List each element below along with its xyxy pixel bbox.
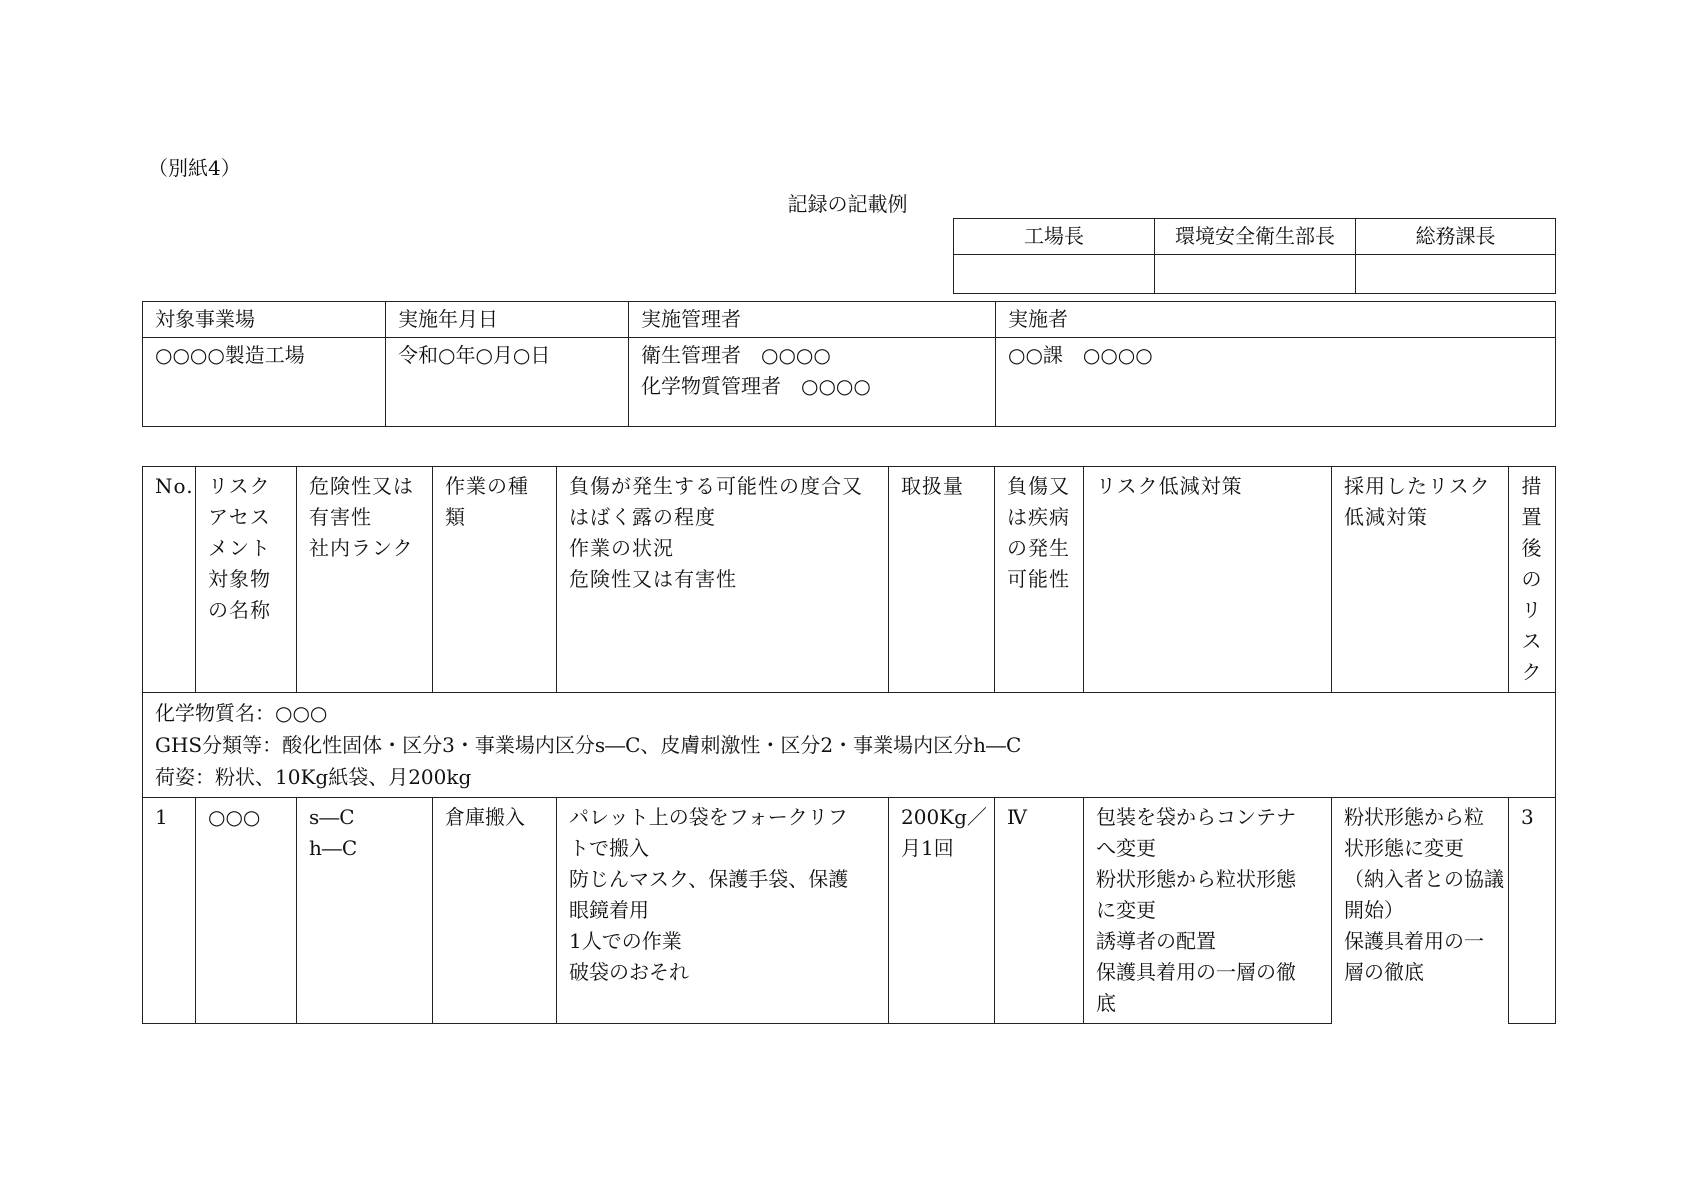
row-no: 1 bbox=[143, 798, 196, 1024]
cell-line: 包装を袋からコンテナ bbox=[1096, 805, 1296, 829]
header-line: 有害性 bbox=[309, 505, 372, 529]
cell-line: 1人での作業 bbox=[569, 929, 682, 953]
header-work-type bbox=[433, 467, 557, 693]
info-header-implementer: 実施者 bbox=[996, 302, 1556, 338]
cell-line: 粉状形態から粒 bbox=[1344, 805, 1484, 829]
header-target-name bbox=[196, 467, 297, 693]
approval-header-factory-manager: 工場長 bbox=[954, 219, 1155, 255]
header-line: 危険性又は有害性 bbox=[569, 567, 737, 591]
info-table bbox=[142, 301, 1556, 427]
cell-line: 底 bbox=[1096, 991, 1116, 1015]
info-site-value: ○○○○製造工場 bbox=[143, 338, 386, 427]
approval-stamp-cell[interactable] bbox=[1356, 255, 1556, 294]
header-char: ス bbox=[1521, 629, 1543, 653]
cell-line: 層の徹底 bbox=[1344, 960, 1424, 984]
header-line: 作業の状況 bbox=[569, 536, 674, 560]
cell-line: h―C bbox=[309, 836, 358, 860]
header-line: 対象物 bbox=[208, 567, 271, 591]
cell-line: 保護具着用の一 bbox=[1344, 929, 1484, 953]
row-adopted-measures bbox=[1332, 798, 1509, 1024]
cell-line: s―C bbox=[309, 805, 355, 829]
info-manager-line: 衛生管理者 ○○○○ bbox=[641, 343, 831, 367]
header-line: はばく露の程度 bbox=[569, 505, 716, 529]
cell-line: 誘導者の配置 bbox=[1096, 929, 1216, 953]
document-title: 記録の記載例 bbox=[787, 192, 908, 216]
substance-name: 化学物質名：○○○ bbox=[155, 701, 328, 725]
approval-stamp-cell[interactable] bbox=[1155, 255, 1356, 294]
header-char: ク bbox=[1521, 660, 1543, 684]
header-adopted-measures bbox=[1332, 467, 1509, 693]
info-header-site: 対象事業場 bbox=[143, 302, 386, 338]
header-no: No. bbox=[143, 467, 196, 693]
header-hazard-rank bbox=[297, 467, 433, 693]
cell-line: 保護具着用の一層の徹 bbox=[1096, 960, 1296, 984]
header-measures: リスク低減対策 bbox=[1084, 467, 1332, 693]
cell-line: 防じんマスク、保護手袋、保護 bbox=[569, 867, 849, 891]
header-line: は疾病 bbox=[1007, 505, 1070, 529]
approval-stamp-cell[interactable] bbox=[954, 255, 1155, 294]
ghs-classification: GHS分類等：酸化性固体・区分3・事業場内区分s―C、皮膚刺激性・区分2・事業場内区分h―C bbox=[155, 733, 1022, 757]
risk-assessment-table bbox=[142, 466, 1556, 1024]
header-line: 負傷又 bbox=[1007, 474, 1070, 498]
header-degree bbox=[557, 467, 889, 693]
header-line: 危険性又は bbox=[309, 474, 414, 498]
cell-line: へ変更 bbox=[1096, 836, 1156, 860]
row-work-type: 倉庫搬入 bbox=[433, 798, 557, 1024]
approval-header-general-affairs: 総務課長 bbox=[1356, 219, 1556, 255]
row-possibility: Ⅳ bbox=[995, 798, 1084, 1024]
header-char: 置 bbox=[1521, 505, 1543, 529]
header-line: 可能性 bbox=[1007, 567, 1070, 591]
header-line: 負傷が発生する可能性の度合又 bbox=[569, 474, 863, 498]
header-risk-after-measures bbox=[1509, 467, 1556, 693]
header-char: リ bbox=[1521, 598, 1543, 622]
info-date-value: 令和○年○月○日 bbox=[386, 338, 629, 427]
cell-line: 破袋のおそれ bbox=[569, 960, 689, 984]
header-line: リスク bbox=[208, 474, 271, 498]
info-header-date: 実施年月日 bbox=[386, 302, 629, 338]
row-hazard-rank bbox=[297, 798, 433, 1024]
header-line: の名称 bbox=[208, 598, 271, 622]
info-manager-line: 化学物質管理者 ○○○○ bbox=[641, 374, 871, 398]
row-risk-after: 3 bbox=[1509, 798, 1556, 1024]
cell-line: 開始） bbox=[1344, 898, 1404, 922]
packaging-form: 荷姿：粉状、10Kg紙袋、月200kg bbox=[155, 765, 472, 789]
cell-line: 粉状形態から粒状形態 bbox=[1096, 867, 1296, 891]
header-possibility bbox=[995, 467, 1084, 693]
table-row bbox=[143, 798, 1556, 1024]
header-line: 作業の種 bbox=[445, 474, 529, 498]
header-line: 類 bbox=[445, 505, 466, 529]
row-amount bbox=[889, 798, 995, 1024]
cell-line: （納入者との協議 bbox=[1344, 867, 1504, 891]
row-degree bbox=[557, 798, 889, 1024]
header-line: 社内ランク bbox=[309, 536, 414, 560]
header-char: 措 bbox=[1521, 474, 1543, 498]
header-line: の発生 bbox=[1007, 536, 1070, 560]
cell-line: 月1回 bbox=[901, 836, 954, 860]
cell-line: トで搬入 bbox=[569, 836, 649, 860]
document-reference: （別紙4） bbox=[148, 156, 241, 180]
header-line: メント bbox=[208, 536, 271, 560]
info-header-manager: 実施管理者 bbox=[629, 302, 996, 338]
header-char: の bbox=[1521, 567, 1543, 591]
cell-line: 眼鏡着用 bbox=[569, 898, 649, 922]
cell-line: に変更 bbox=[1096, 898, 1156, 922]
cell-line: 状形態に変更 bbox=[1344, 836, 1464, 860]
approval-table bbox=[953, 218, 1556, 294]
header-char: 後 bbox=[1521, 536, 1543, 560]
row-target-name: ○○○ bbox=[196, 798, 297, 1024]
substance-summary bbox=[143, 693, 1556, 798]
header-line: アセス bbox=[208, 505, 271, 529]
approval-header-safety-director: 環境安全衛生部長 bbox=[1155, 219, 1356, 255]
header-line: 採用したリスク bbox=[1344, 474, 1491, 498]
info-manager-value bbox=[629, 338, 996, 427]
row-measures bbox=[1084, 798, 1332, 1024]
cell-line: パレット上の袋をフォークリフ bbox=[569, 805, 848, 829]
header-line: 低減対策 bbox=[1344, 505, 1428, 529]
header-amount: 取扱量 bbox=[889, 467, 995, 693]
info-implementer-value: ○○課 ○○○○ bbox=[996, 338, 1556, 427]
cell-line: 200Kg／ bbox=[901, 805, 987, 829]
